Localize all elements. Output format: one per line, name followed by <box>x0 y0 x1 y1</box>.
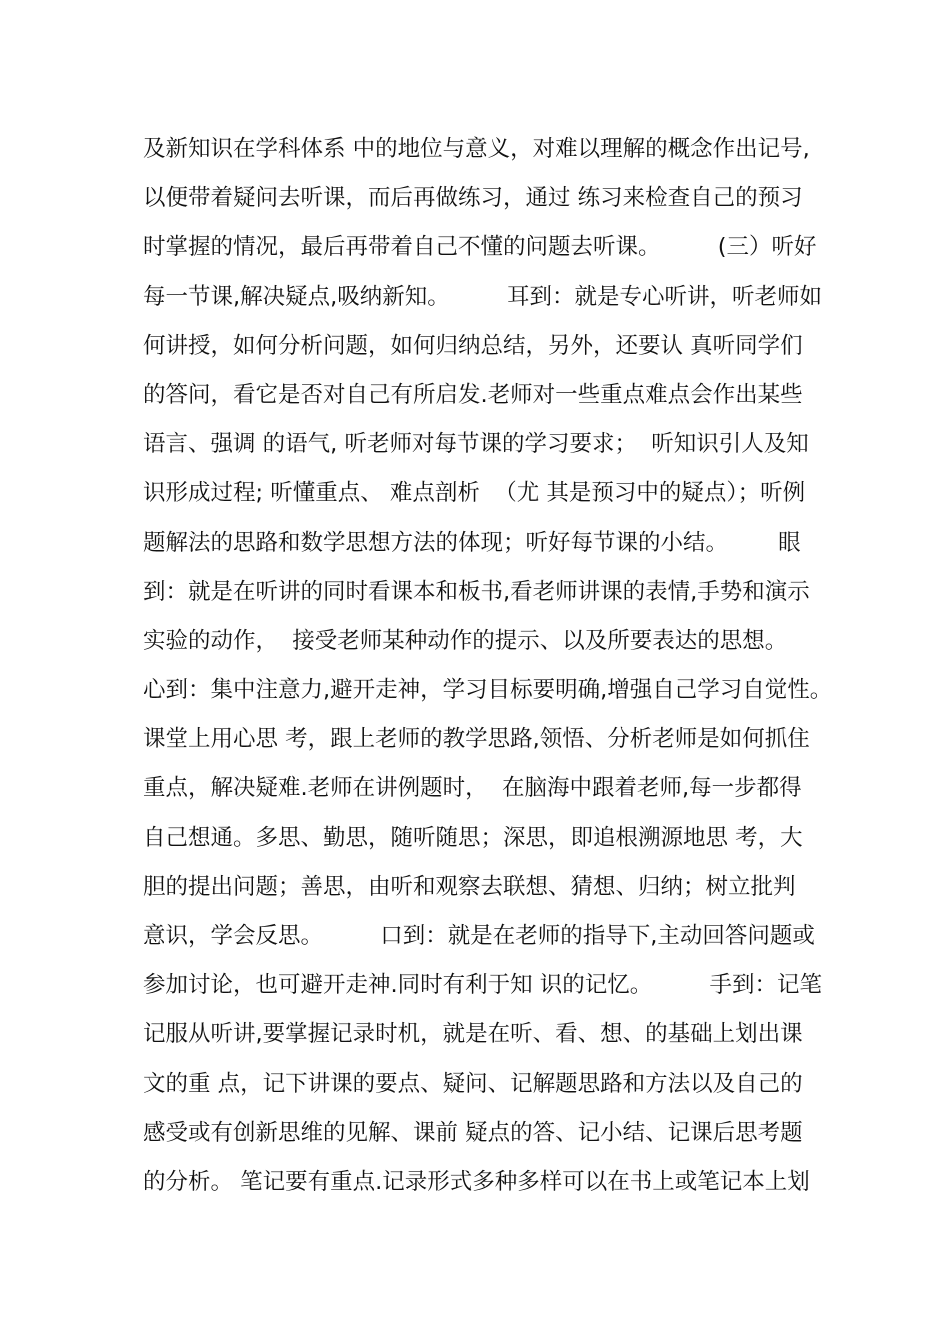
text-line: 课堂上用心思 考，跟上老师的教学思路,领悟、分析老师是如何抓住 <box>143 726 810 753</box>
text-line: 文的重 点，记下讲课的要点、疑问、记解题思路和方法以及自己的 <box>143 1070 803 1097</box>
text-line: 意识，学会反思。 口到：就是在老师的指导下,主动回答问题或 <box>143 923 815 949</box>
text-line: 题解法的思路和数学思想方法的体现；听好每节课的小结。 眼 <box>143 529 801 556</box>
text-line: 实验的动作， 接受老师某种动作的提示、以及所要表达的思想。 <box>143 627 788 654</box>
text-line: 心到：集中注意力,避开走神，学习目标要明确,增强自己学习自觉性。 <box>143 677 833 704</box>
text-line: 感受或有创新思维的见解、课前 疑点的答、记小结、记课后思考题 <box>143 1119 803 1146</box>
text-line: 的答问，看它是否对自己有所启发.老师对一些重点难点会作出某些 <box>143 381 803 408</box>
text-line: 时掌握的情况，最后再带着自己不懂的问题去听课。 (三）听好 <box>143 234 817 261</box>
text-line: 语言、强调 的语气, 听老师对每节课的学习要求； 听知识引人及知 <box>143 431 809 458</box>
text-line: 胆的提出问题；善思，由听和观察去联想、猜想、归纳；树立批判 <box>143 873 796 900</box>
text-line: 及新知识在学科体系 中的地位与意义，对难以理解的概念作出记号, <box>143 136 810 162</box>
text-line: 参加讨论，也可避开走神.同时有利于知 识的记忆。 手到：记笔 <box>143 972 823 999</box>
text-line: 记服从听讲,要掌握记录时机，就是在听、看、想、的基础上划出课 <box>143 1021 803 1048</box>
text-line: 识形成过程; 听懂重点、 难点剖析 （尤 其是预习中的疑点）；听例 <box>143 480 806 507</box>
text-line: 以便带着疑问去听课，而后再做练习，通过 练习来检查自己的预习 <box>143 185 803 212</box>
text-line: 到：就是在听讲的同时看课本和板书,看老师讲课的表情,手势和演示 <box>143 578 810 605</box>
text-line: 何讲授，如何分析问题，如何归纳总结，另外，还要认 真听同学们 <box>143 332 803 359</box>
text-line: 自己想通。多思、勤思，随听随思；深思，即追根溯源地思 考，大 <box>143 824 803 851</box>
body-text <box>143 125 833 1207</box>
text-line: 的分析。 笔记要有重点.记录形式多种多样可以在书上或笔记本上划 <box>143 1168 810 1195</box>
text-line: 重点，解决疑难.老师在讲例题时， 在脑海中跟着老师,每一步都得 <box>143 775 802 802</box>
text-line: 每一节课,解决疑点,吸纳新知。 耳到：就是专心听讲，听老师如 <box>143 283 823 310</box>
